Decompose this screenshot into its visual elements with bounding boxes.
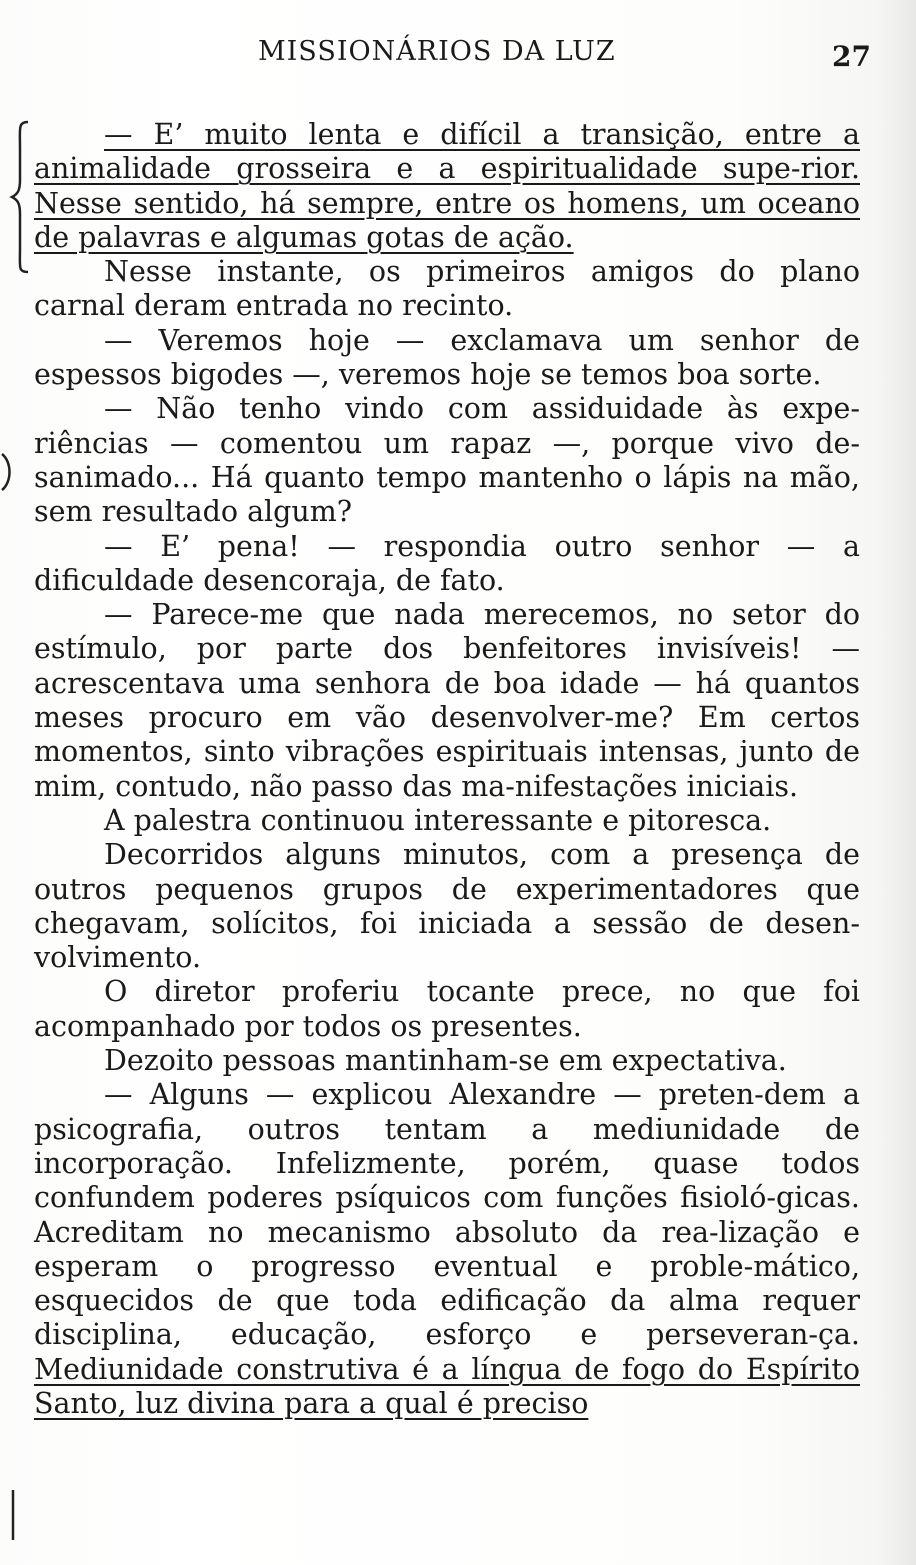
paragraph (34, 1078, 860, 1421)
margin-line-icon (4, 1488, 22, 1542)
margin-paren-icon (0, 452, 18, 492)
page-edge-shadow (876, 0, 916, 1565)
page-header (0, 28, 916, 78)
running-title: MISSIONÁRIOS DA LUZ (258, 36, 616, 67)
text-segment: — E’ pena! — respondia outro senhor — a dificuldade desencoraja, de fato. (34, 529, 860, 597)
body-text (34, 118, 860, 1421)
text-segment: Dezoito pessoas mantinham-se em expectativa. (104, 1044, 787, 1078)
margin-bracket-icon (8, 118, 30, 276)
underlined-passage: — E’ muito lenta e difícil a transição, entre a animalidade grosseira e a espiritualidade supe-rior. Nesse sentido, há sempre, entre os homens, um oceano de palavras e algumas gotas de ação. (34, 118, 860, 254)
text-segment: — Veremos hoje — exclamava um senhor de espessos bigodes —, veremos hoje se temos boa sorte. (34, 323, 860, 392)
paragraph (34, 804, 860, 838)
text-segment: Nesse instante, os primeiros amigos do plano carnal deram entrada no recinto. (34, 255, 860, 323)
paragraph (34, 598, 860, 804)
paragraph (34, 1044, 860, 1078)
text-segment: O diretor proferiu tocante prece, no que foi acompanhado por todos os presentes. (34, 975, 860, 1043)
paragraph (34, 324, 860, 393)
text-segment: — Parece-me que nada merecemos, no setor do estímulo, por parte dos benfeitores invisíveis! — acrescentava uma senhora de boa idade — há quantos meses procuro em vão desenvolver-me? Em certos momentos, sinto vibrações espirituais intensas, junto de mim, contudo, não passo das ma-nifestações iniciais. (34, 598, 860, 803)
text-segment: — Não tenho vindo com assiduidade às expe-riências — comentou um rapaz —, porque vivo de-sanimado... Há quanto tempo mantenho o lápis na mão, sem resultado algum? (34, 392, 860, 529)
text-segment: Decorridos alguns minutos, com a presença de outros pequenos grupos de experimentadores que chegavam, solícitos, foi iniciada a sessão de desen-volvimento. (34, 838, 860, 975)
page-number: 27 (832, 40, 871, 73)
underlined-passage: Mediunidade construtiva é a língua de fogo do Espírito Santo, luz divina para a qual é preciso (34, 1352, 860, 1420)
paragraph (34, 530, 860, 599)
paragraph (34, 255, 860, 324)
paragraph (34, 975, 860, 1044)
paragraph (34, 118, 860, 255)
paragraph (34, 838, 860, 975)
text-segment: — Alguns — explicou Alexandre — preten-dem a psicografia, outros tentam a mediunidade de incorporação. Infelizmente, porém, quase todos confundem poderes psíquicos com funções fisioló-gicas. Acreditam no mecanismo absoluto da rea-lização e esperam o progresso eventual e proble-mático, esquecidos de que toda edificação da alma requer disciplina, educação, esforço e perseveran-ça. (34, 1078, 860, 1352)
text-segment: A palestra continuou interessante e pitoresca. (104, 803, 772, 837)
paragraph (34, 392, 860, 529)
